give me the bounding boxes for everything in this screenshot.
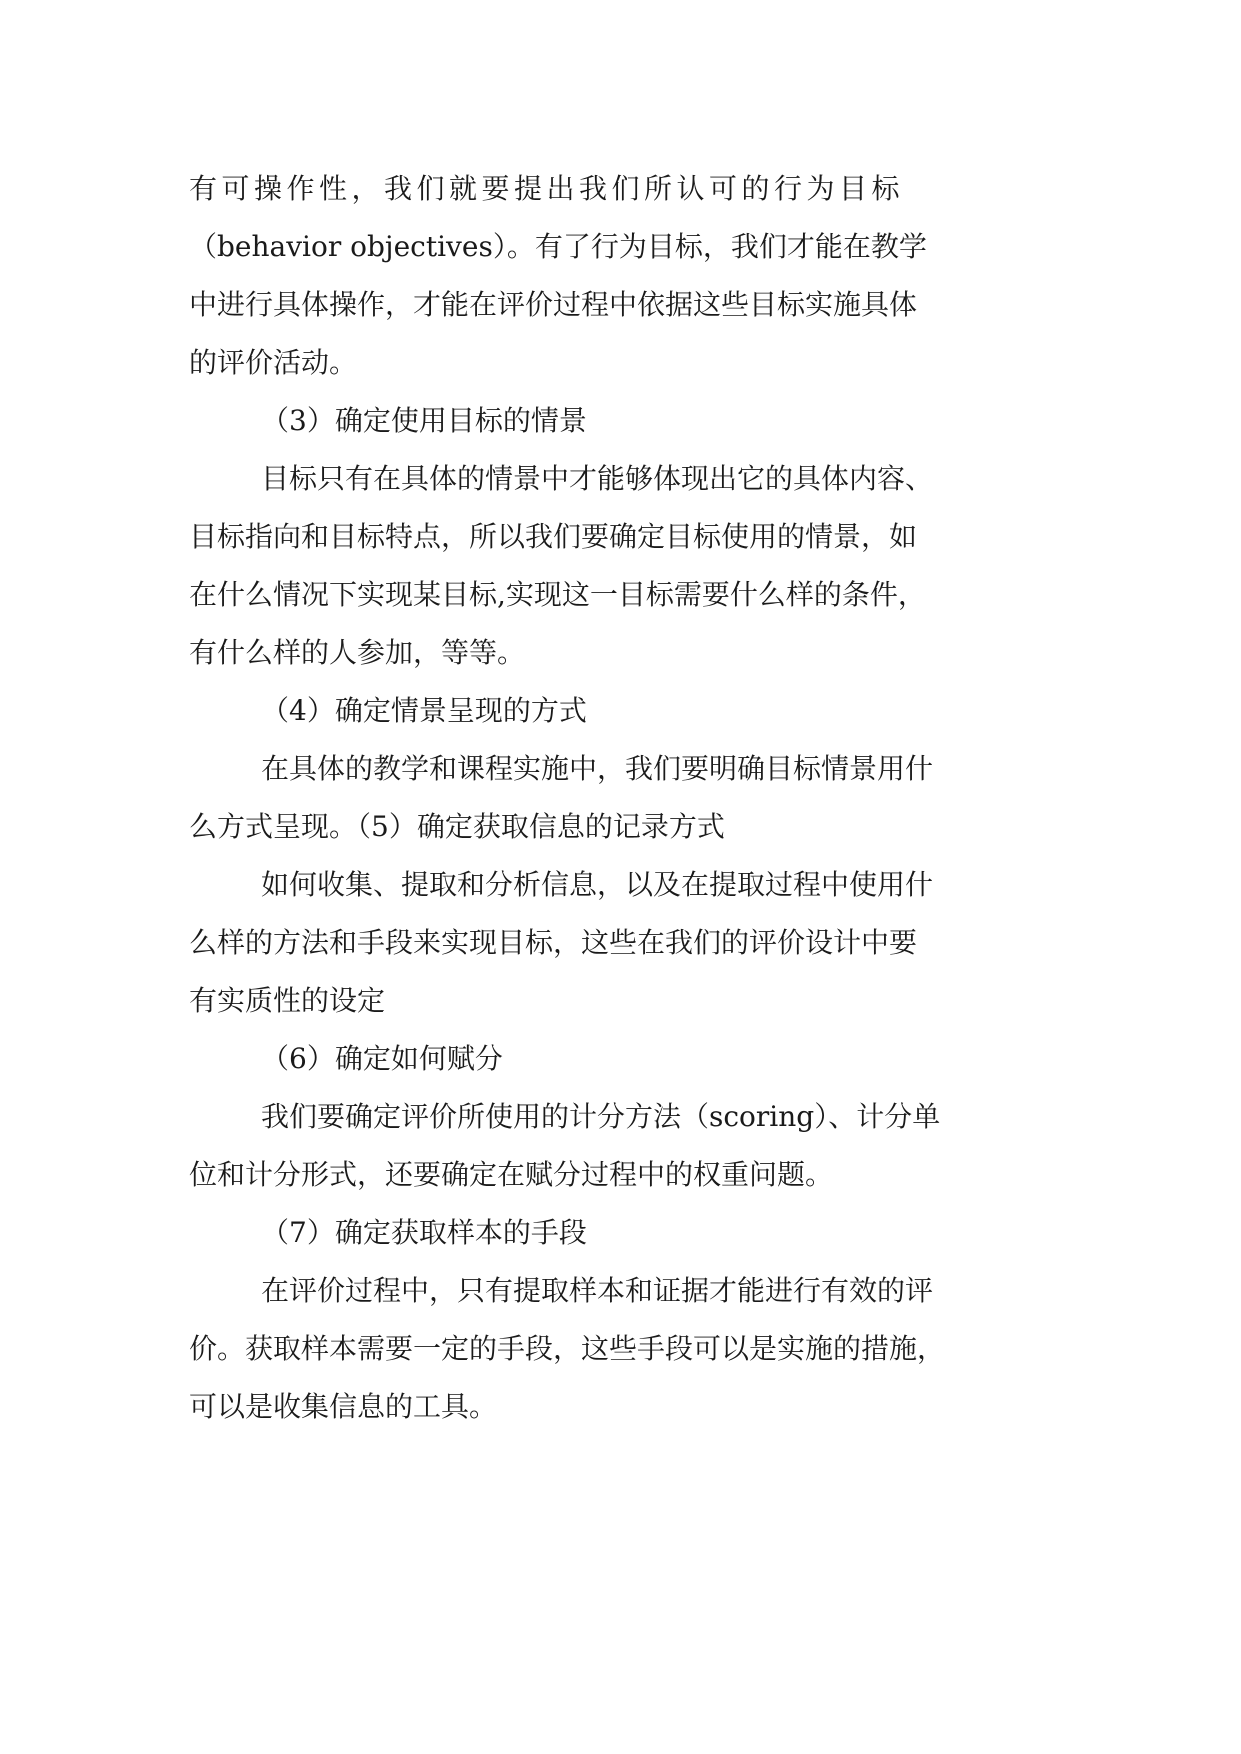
text-line: 可以是收集信息的工具。	[189, 1390, 498, 1423]
text-line: （behavior objectives）。有了行为目标，我们才能在教学	[189, 230, 927, 263]
text-line: 在什么情况下实现某目标,实现这一目标需要什么样的条件，	[189, 578, 926, 611]
paragraph-start: 目标只有在具体的情景中才能够体现出它的具体内容、	[261, 462, 934, 495]
paragraph-start: 在评价过程中，只有提取样本和证据才能进行有效的评	[261, 1274, 934, 1307]
section-heading: （3）确定使用目标的情景	[261, 404, 587, 437]
section-heading: （7）确定获取样本的手段	[261, 1216, 587, 1249]
text-line: 的评价活动。	[189, 346, 358, 379]
text-line: 有什么样的人参加，等等。	[189, 636, 526, 669]
section-heading: （4）确定情景呈现的方式	[261, 694, 587, 727]
paragraph-start: 我们要确定评价所使用的计分方法（scoring）、计分单	[261, 1100, 941, 1133]
text-line: 有可操作性，我们就要提出我们所认可的行为目标	[189, 172, 905, 205]
text-line: 位和计分形式，还要确定在赋分过程中的权重问题。	[189, 1158, 834, 1191]
text-line: 么样的方法和手段来实现目标，这些在我们的评价设计中要	[189, 926, 918, 959]
paragraph-start: 如何收集、提取和分析信息，以及在提取过程中使用什	[261, 868, 934, 901]
text-line: 么方式呈现。（5）确定获取信息的记录方式	[189, 810, 725, 843]
section-heading: （6）确定如何赋分	[261, 1042, 503, 1075]
text-line: 目标指向和目标特点，所以我们要确定目标使用的情景，如	[189, 520, 918, 553]
body-text	[189, 160, 1055, 1436]
text-line: 中进行具体操作，才能在评价过程中依据这些目标实施具体	[189, 288, 918, 321]
text-line: 有实质性的设定	[189, 984, 386, 1017]
text-line: 价。获取样本需要一定的手段，这些手段可以是实施的措施，	[189, 1332, 946, 1365]
paragraph-start: 在具体的教学和课程实施中，我们要明确目标情景用什	[261, 752, 934, 785]
